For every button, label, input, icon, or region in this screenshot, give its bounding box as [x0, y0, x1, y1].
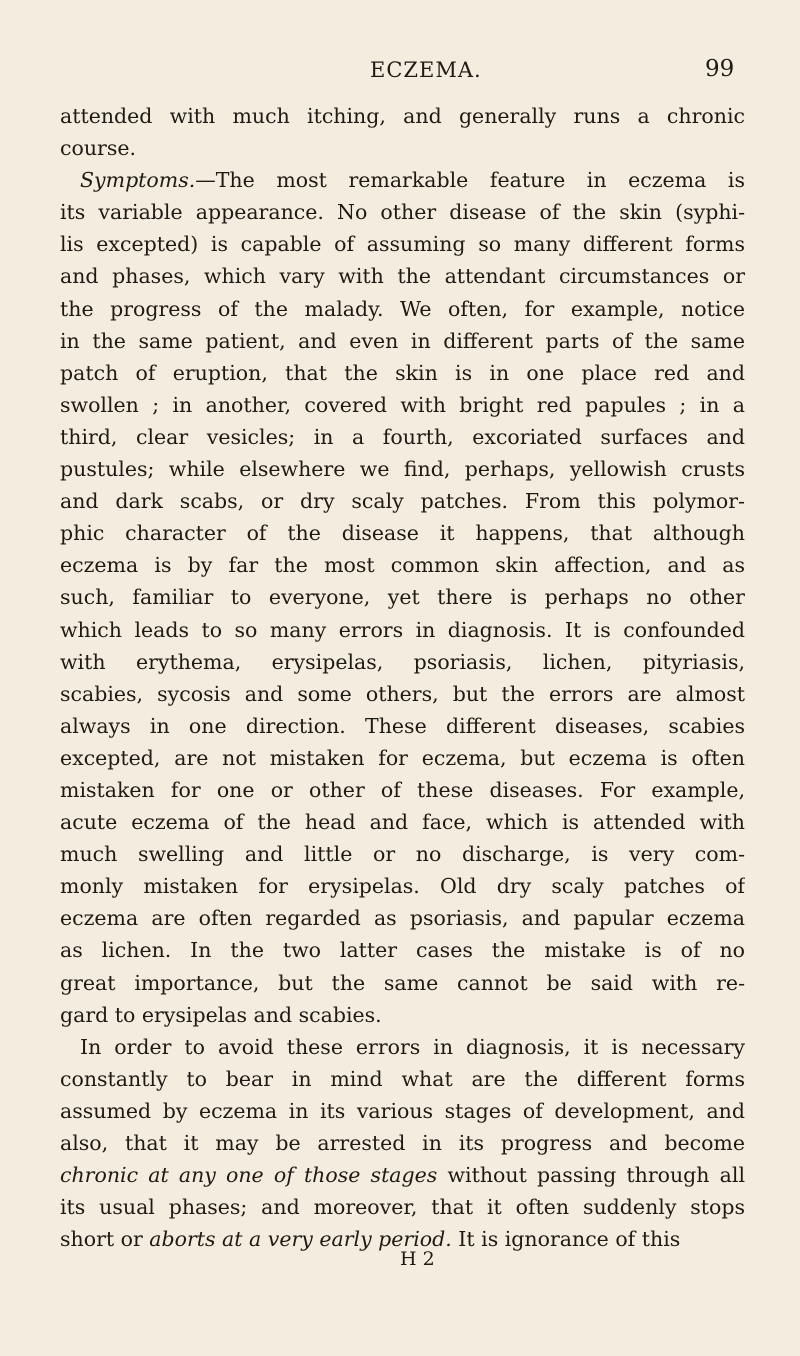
- text-span: excepted, are not mistaken for eczema, but eczema is often: [60, 745, 745, 770]
- page-number: 99: [705, 56, 735, 82]
- text-line: [60, 100, 745, 132]
- text-line: [60, 646, 745, 678]
- text-span: which leads to so many errors in diagnosis. It is confounded: [60, 617, 745, 642]
- text-line: [60, 357, 745, 389]
- text-span: constantly to bear in mind what are the different forms: [60, 1066, 745, 1091]
- page-header: [0, 52, 800, 92]
- text-span: without passing through all: [437, 1163, 745, 1188]
- text-span: acute eczema of the head and face, which is attended with: [60, 810, 745, 835]
- text-span: the progress of the malady. We often, for example, notice: [60, 296, 745, 321]
- text-line: [60, 421, 745, 453]
- text-span: attended with much itching, and generally runs a chronic: [60, 104, 745, 128]
- text-span: much swelling and little or no discharge, is very com-: [60, 842, 745, 867]
- text-span: gard to erysipelas and scabies.: [60, 1002, 382, 1027]
- text-span: in the same patient, and even in different parts of the same: [60, 328, 745, 353]
- text-span: lis excepted) is capable of assuming so many different forms: [60, 232, 745, 257]
- text-line: [60, 999, 745, 1031]
- text-span: phic character of the disease it happens, that although: [60, 521, 745, 546]
- text-line: [60, 614, 745, 646]
- text-span: course.: [60, 136, 136, 161]
- text-span: assumed by eczema in its various stages of development, and: [60, 1098, 745, 1123]
- text-span: as lichen. In the two latter cases the mistake is of no: [60, 938, 745, 963]
- text-span: pustules; while elsewhere we find, perhaps, yellowish crusts: [60, 457, 745, 482]
- text-line: [60, 1191, 745, 1223]
- text-span: aborts at a very early period.: [149, 1227, 452, 1252]
- text-span: third, clear vesicles; in a fourth, excoriated surfaces and: [60, 424, 745, 449]
- text-line: [60, 1159, 745, 1191]
- text-line: [60, 1095, 745, 1127]
- running-head: ECZEMA.: [370, 58, 482, 82]
- text-span: great importance, but the same cannot be said with re-: [60, 970, 745, 995]
- text-span: In order to avoid these errors in diagnosis, it is necessary: [80, 1034, 745, 1059]
- body-text: [60, 100, 745, 1255]
- text-line: [60, 1031, 745, 1063]
- text-span: Symptoms.: [80, 168, 196, 193]
- text-line: [60, 164, 745, 196]
- text-span: its variable appearance. No other disease of the skin (syphi-: [60, 200, 745, 225]
- text-line: [60, 934, 745, 966]
- text-line: [60, 581, 745, 613]
- text-line: [60, 806, 745, 838]
- text-span: always in one direction. These different diseases, scabies: [60, 713, 745, 738]
- text-span: short or: [60, 1227, 150, 1252]
- text-line: [60, 742, 745, 774]
- text-span: and dark scabs, or dry scaly patches. From this polymor-: [60, 489, 745, 514]
- text-span: It is ignorance of this: [451, 1227, 681, 1252]
- text-span: chronic at any one of those stages: [60, 1163, 438, 1188]
- text-span: eczema are often regarded as psoriasis, and papular eczema: [60, 906, 745, 931]
- text-span: —The most remarkable feature in eczema is: [195, 168, 745, 193]
- text-line: [60, 710, 745, 742]
- text-span: such, familiar to everyone, yet there is perhaps no other: [60, 585, 745, 610]
- text-line: [60, 774, 745, 806]
- text-line: [60, 870, 745, 902]
- signature-mark: H 2: [400, 1248, 435, 1270]
- text-span: also, that it may be arrested in its progress and become: [60, 1131, 745, 1155]
- text-span: with erythema, erysipelas, psoriasis, lichen, pityriasis,: [60, 649, 745, 674]
- text-span: scabies, sycosis and some others, but the errors are almost: [60, 681, 745, 706]
- text-line: [60, 517, 745, 549]
- text-line: [60, 453, 745, 485]
- text-line: [60, 678, 745, 710]
- text-line: [60, 838, 745, 870]
- text-line: [60, 325, 745, 357]
- text-span: eczema is by far the most common skin affection, and as: [60, 553, 745, 578]
- text-line: [60, 485, 745, 517]
- text-line: [60, 967, 745, 999]
- text-line: [60, 1127, 745, 1159]
- text-span: mistaken for one or other of these diseases. For example,: [60, 777, 745, 802]
- text-line: [60, 389, 745, 421]
- text-span: and phases, which vary with the attendant circumstances or: [60, 264, 745, 289]
- text-span: monly mistaken for erysipelas. Old dry scaly patches of: [60, 874, 745, 899]
- text-line: [60, 902, 745, 934]
- text-span: its usual phases; and moreover, that it often suddenly stops: [60, 1195, 745, 1220]
- text-line: [60, 132, 745, 164]
- text-line: [60, 228, 745, 260]
- text-span: patch of eruption, that the skin is in one place red and: [60, 360, 745, 385]
- text-span: swollen ; in another, covered with bright red papules ; in a: [60, 392, 745, 417]
- text-line: [60, 549, 745, 581]
- text-line: [60, 293, 745, 325]
- text-line: [60, 260, 745, 292]
- text-line: [60, 1063, 745, 1095]
- text-line: [60, 196, 745, 228]
